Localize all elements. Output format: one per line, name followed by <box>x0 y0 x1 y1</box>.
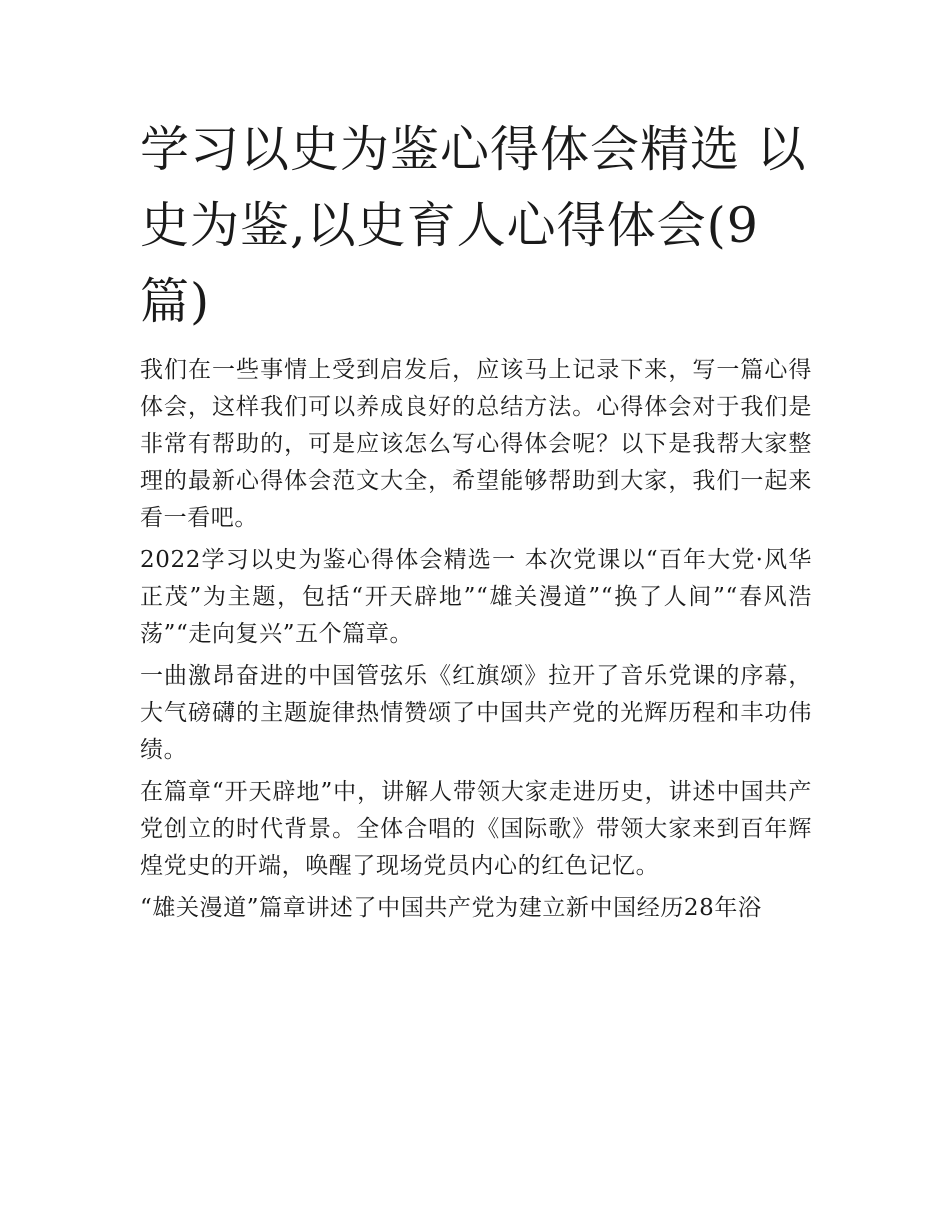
document-title: 学习以史为鉴心得体会精选 以史为鉴,以史育人心得体会(9篇) <box>140 121 807 330</box>
paragraph-chapter-two: “雄关漫道”篇章讲述了中国共产党为建立新中国经历28年浴 <box>140 895 762 921</box>
paragraph-opening-music: 一曲激昂奋进的中国管弦乐《红旗颂》拉开了音乐党课的序幕，大气磅礴的主题旋律热情赞颂了中国共产党的光辉历程和丰功伟绩。 <box>140 663 812 763</box>
document-body <box>140 112 812 932</box>
paragraph-theme: 2022学习以史为鉴心得体会精选一 本次党课以“百年大党·风华正茂”为主题，包括“开天辟地”“雄关漫道”“换了人间”“春风浩荡”“走向复兴”五个篇章。 <box>140 547 812 647</box>
paragraph-intro: 我们在一些事情上受到启发后，应该马上记录下来，写一篇心得体会，这样我们可以养成良好的总结方法。心得体会对于我们是非常有帮助的，可是应该怎么写心得体会呢？以下是我帮大家整理的最新心得体会范文大全，希望能够帮助到大家，我们一起来看一看吧。 <box>140 357 812 531</box>
paragraph-chapter-one: 在篇章“开天辟地”中，讲解人带领大家走进历史，讲述中国共产党创立的时代背景。全体合唱的《国际歌》带领大家来到百年辉煌党史的开端，唤醒了现场党员内心的红色记忆。 <box>140 779 812 879</box>
